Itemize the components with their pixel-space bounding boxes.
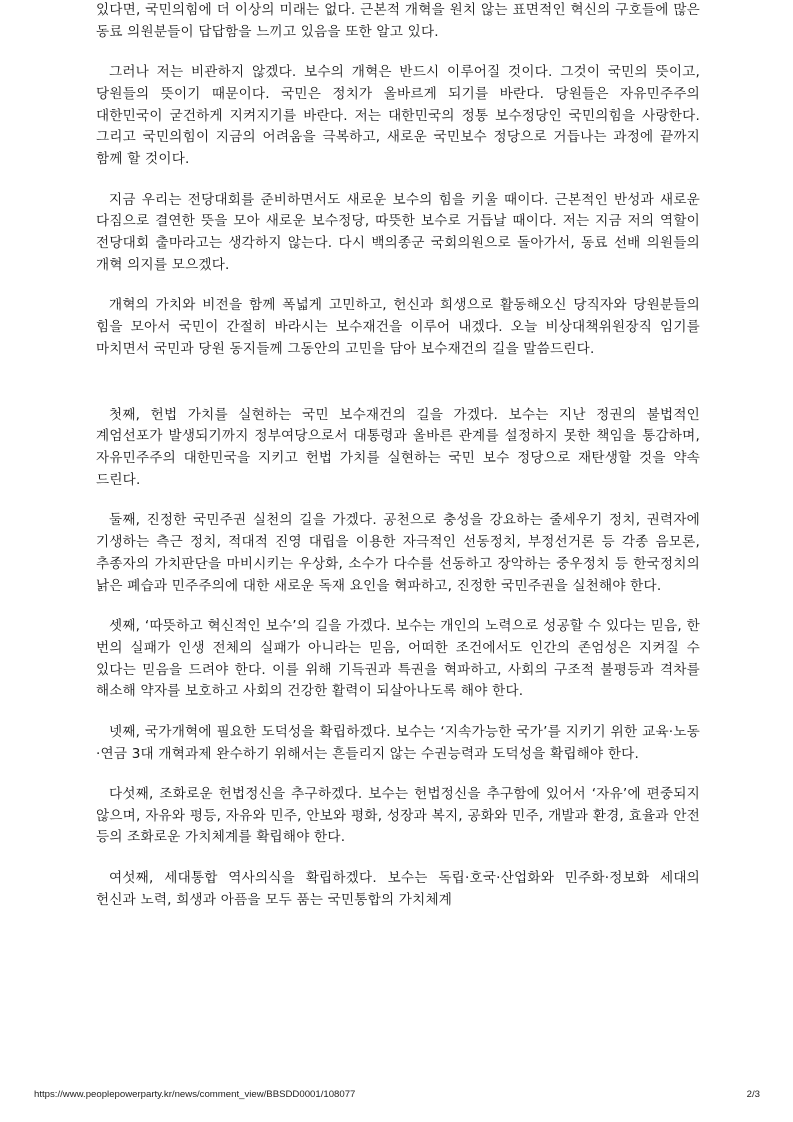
paragraph-third-point: 셋째, ‘따뜻하고 혁신적인 보수’의 길을 가겠다. 보수는 개인의 노력으로 성공할 수 있다는 믿음, 한 번의 실패가 인생 전체의 실패가 아니라는 믿음, 어떠한 조건에서도 인간의 존엄성은 지켜질 수 있다는 믿음을 드려야 한다. 이를 위해 기득권과 특권을 혁파하고, 사회의 구조적 불평등과 격차를 해소해 약자를 보호하고 사회의 건강한 활력이 되살아나도록 해야 한다. (96, 618, 700, 700)
document-body (96, 0, 700, 930)
paragraph-3: 지금 우리는 전당대회를 준비하면서도 새로운 보수의 힘을 키울 때이다. 근본적인 반성과 새로운 다짐으로 결연한 뜻을 모아 새로운 보수정당, 따뜻한 보수로 거듭날 때이다. 저는 지금 저의 역할이 전당대회 출마라고는 생각하지 않는다. 다시 백의종군 국회의원으로 돌아가서, 동료 선배 의원들의 개혁 의지를 모으겠다. (96, 191, 700, 273)
paragraph-2: 그러나 저는 비관하지 않겠다. 보수의 개혁은 반드시 이루어질 것이다. 그것이 국민의 뜻이고, 당원들의 뜻이기 때문이다. 국민은 정치가 올바르게 되기를 바란다. 당원들은 자유민주주의 대한민국이 굳건하게 지켜지기를 바란다. 저는 대한민국의 정통 보수정당인 국민의힘을 사랑한다. 그리고 국민의힘이 지금의 어려움을 극복하고, 새로운 국민보수 정당으로 거듭나는 과정에 끝까지 함께 할 것이다. (96, 64, 700, 168)
paragraph-fourth-point: 넷째, 국가개혁에 필요한 도덕성을 확립하겠다. 보수는 ‘지속가능한 국가’를 지키기 위한 교육·노동·연금 3대 개혁과제 완수하기 위해서는 흔들리지 않는 수권능력과 도덕성을 확립해야 한다. (96, 723, 700, 762)
paragraph-fifth-point: 다섯째, 조화로운 헌법정신을 추구하겠다. 보수는 헌법정신을 추구함에 있어서 ‘자유’에 편중되지 않으며, 자유와 평등, 자유와 민주, 안보와 평화, 성장과 복지, 공화와 민주, 개발과 환경, 효율과 안전 등의 조화로운 가치체계를 확립해야 한다. (96, 785, 700, 846)
paragraph-sixth-point: 여섯째, 세대통합 역사의식을 확립하겠다. 보수는 독립·호국·산업화와 민주화·정보화 세대의 헌신과 노력, 희생과 아픔을 모두 품는 국민통합의 가치체계 (96, 869, 700, 908)
paragraph-second-point: 둘째, 진정한 국민주권 실천의 길을 가겠다. 공천으로 충성을 강요하는 줄세우기 정치, 권력자에 기생하는 측근 정치, 적대적 진영 대립을 이용한 자극적인 선동정치, 부정선거론 등 각종 음모론, 추종자의 가치판단을 마비시키는 우상화, 소수가 다수를 선동하고 장악하는 중우정치 등 한국정치의 낡은 폐습과 민주주의에 대한 새로운 독재 요인을 혁파하고, 진정한 국민주권을 실천해야 한다. (96, 512, 700, 594)
paragraph-first-point: 첫째, 헌법 가치를 실현하는 국민 보수재건의 길을 가겠다. 보수는 지난 정권의 불법적인 계엄선포가 발생되기까지 정부여당으로서 대통령과 올바른 관계를 설정하지 못한 책임을 통감하며, 자유민주주의 대한민국을 지키고 헌법 가치를 실현하는 국민 보수 정당으로 재탄생할 것을 약속 드린다. (96, 406, 700, 489)
footer-url: https://www.peoplepowerparty.kr/news/comment_view/BBSDD0001/108077 (34, 1089, 356, 1100)
paragraph-1: 있다면, 국민의힘에 더 이상의 미래는 없다. 근본적 개혁을 원치 않는 표면적인 혁신의 구호들에 많은 동료 의원분들이 답답함을 느끼고 있음을 또한 알고 있다. (96, 2, 700, 40)
paragraph-4: 개혁의 가치와 비전을 함께 폭넓게 고민하고, 헌신과 희생으로 활동해오신 당직자와 당원분들의 힘을 모아서 국민이 간절히 바라시는 보수재건을 이루어 내겠다. 오늘 비상대책위원장직 임기를 마치면서 국민과 당원 동지들께 그동안의 고민을 담아 보수재건의 길을 말씀드린다. (96, 297, 700, 357)
footer-page-number: 2/3 (746, 1089, 760, 1100)
